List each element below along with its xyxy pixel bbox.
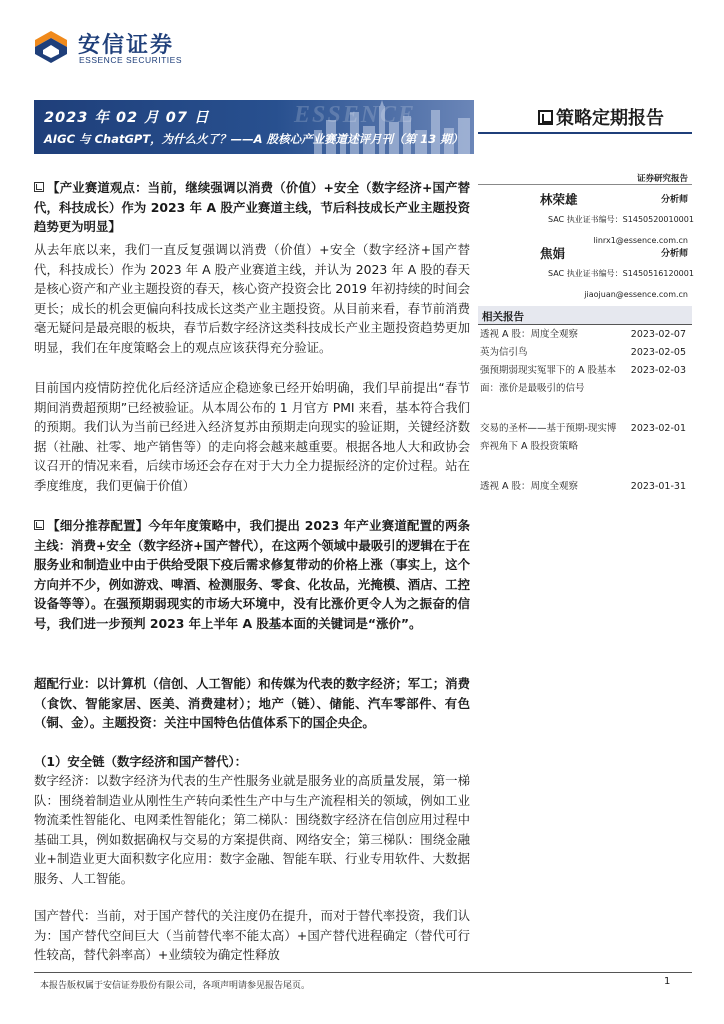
logo-mark-icon <box>34 30 68 64</box>
related-report-title[interactable]: 强预期弱现实冤罪下的 A 股基本面：涨价是最吸引的信号 <box>480 365 617 394</box>
related-report-date: 2023-02-05 <box>630 347 686 358</box>
header-banner <box>34 100 474 154</box>
footer-disclaimer: 本报告版权属于安信证券股份有限公司，各项声明请参见报告尾页。 <box>40 981 311 991</box>
banner-watermark: ESSENCE <box>294 102 417 128</box>
related-report-item[interactable] <box>480 478 690 496</box>
related-report-title[interactable]: 英为信引鸟 <box>480 347 528 358</box>
divider <box>34 972 692 973</box>
report-type-icon <box>538 110 553 125</box>
checkbox-icon <box>34 182 44 192</box>
report-type-label: 策略定期报告 <box>556 108 664 129</box>
analyst-cert: SAC 执业证书编号：S1450520010001 <box>548 215 694 224</box>
divider <box>478 324 692 325</box>
paragraph: 国产替代：当前，对于国产替代的关注度仍在提升，而对于替代率投资，我们认为：国产替代空间巨大（当前替代率不能太高）+国产替代进程确定（替代可行性较高，替代斜率高）+业绩较为确定性释放 <box>34 908 470 963</box>
related-report-date: 2023-02-03 <box>630 365 686 376</box>
paragraph-heading-text: 【产业赛道观点：当前，继续强调以消费（价值）+安全（数字经济+国产替代，科技成长）作为 2023 年 A 股产业赛道主线，节后科技成长产业主题投资趋势更为明显】 <box>34 180 470 235</box>
checkbox-icon <box>34 520 44 530</box>
analyst-role: 分析师 <box>660 195 688 205</box>
report-type <box>538 104 664 130</box>
logo-text-cn: 安信证券 <box>78 33 175 58</box>
related-report-date: 2023-01-31 <box>630 481 686 492</box>
related-report-item[interactable] <box>480 420 690 474</box>
paragraph-heading <box>34 178 470 237</box>
analyst-role: 分析师 <box>660 249 688 259</box>
paragraph-heading <box>34 516 470 634</box>
logo-text-en: ESSENCE SECURITIES <box>79 55 182 65</box>
related-report-item[interactable] <box>480 326 690 344</box>
related-report-title[interactable]: 交易的圣杯——基于预期-现实博弈视角下 A 股投资策略 <box>480 423 617 452</box>
paragraph: 目前国内疫情防控优化后经济适应企稳迹象已经开始明确，我们早前提出“春节期间消费超预期”已经被验证。从本周公布的 1 月官方 PMI 来看，基本符合我们的预期。我们认为当前已经进入经济复苏由预期走向现实的验证期，关键经济数据（社融、社零、地产销售等）的走向将会越来越重要。根据各地人大和政协会议召开的情况来看，后续市场还会存在对于大力全力提振经济的定价过程。站在季度维度，我们更偏于价值） <box>34 380 470 493</box>
section-heading: （1）安全链（数字经济和国产替代）： <box>34 754 248 769</box>
analyst-email[interactable]: linrx1@essence.com.cn <box>593 236 688 245</box>
analyst-cert: SAC 执业证书编号：S1450516120001 <box>548 269 694 278</box>
paragraph-heading-text: 【细分推荐配置】今年年度策略中，我们提出 2023 年产业赛道配置的两条主线：消费+安全（数字经济+国产替代），在这两个领域中最吸引的逻辑在于在服务业和制造业中由于供给受限下疫后需求修复带动的价格上涨（事实上，这个方向并不少，例如游戏、啤酒、检测服务、零食、化妆品，光掩模、酒店、工控设备等等）。在强预期弱现实的市场大环境中，没有比涨价更令人为之振奋的信号，我们进一步预判 2023 年上半年 A 股基本面的关键词是“涨价”。 <box>34 518 470 631</box>
related-report-date: 2023-02-07 <box>630 329 686 340</box>
page-number: 1 <box>664 976 671 987</box>
related-report-title[interactable]: 透视 A 股：周度全观察 <box>480 481 579 492</box>
analyst-name: 林荣雄 <box>540 192 578 207</box>
company-logo <box>34 28 194 68</box>
document-category: 证券研究报告 <box>636 174 688 184</box>
related-report-item[interactable] <box>480 362 690 416</box>
divider <box>478 184 692 185</box>
related-report-date: 2023-02-01 <box>630 423 686 434</box>
analyst-email[interactable]: jiaojuan@essence.com.cn <box>584 290 688 299</box>
related-report-item[interactable] <box>480 344 690 362</box>
paragraph: 超配行业：以计算机（信创、人工智能）和传媒为代表的数字经济；军工；消费（食饮、智能家居、医美、消费建材）；地产（链）、储能、汽车零部件、有色（铜、金）。主题投资：关注中国特色估值体系下的国企央企。 <box>34 676 470 731</box>
related-report-title[interactable]: 透视 A 股：周度全观察 <box>480 329 579 340</box>
paragraph: 从去年底以来，我们一直反复强调以消费（价值）+安全（数字经济+国产替代，科技成长）作为 2023 年 A 股产业赛道主线，并认为 2023 年 A 股的春天是核心资产和产业主题投资的春天，核心资产投资会比 2019 年初持续的时间会更长；成长的机会更偏向科技成长这类产业主题投资。从目前来看，春节前消费毫无疑问是最亮眼的板块，春节后数字经济这类科技成长产业主题投资趋势更加明显，我们在年度策略会上的观点应该获得充分验证。 <box>34 242 470 355</box>
paragraph: 数字经济：以数字经济为代表的生产性服务业就是服务业的高质量发展，第一梯队：围绕着制造业从刚性生产转向柔性生产中与生产流程相关的领域，例如工业物流柔性智能化、电网柔性智能化；第二梯队：围绕数字经济在信创应用过程中基础工具，例如数据确权与交易的方案提供商、网络安全；第三梯队：围绕金融业+制造业更大面积数字化应用：数字金融、智能车联、行业专用软件、大数据服务、人工智能。 <box>34 773 470 886</box>
related-reports-header: 相关报告 <box>478 306 692 324</box>
report-title: AIGC 与 ChatGPT，为什么火了？——A 股核心产业赛道述评月刊（第 13 期） <box>44 132 464 146</box>
analyst-name: 焦娟 <box>540 246 566 261</box>
divider <box>478 132 692 134</box>
report-date: 2023 年 02 月 07 日 <box>44 110 210 126</box>
